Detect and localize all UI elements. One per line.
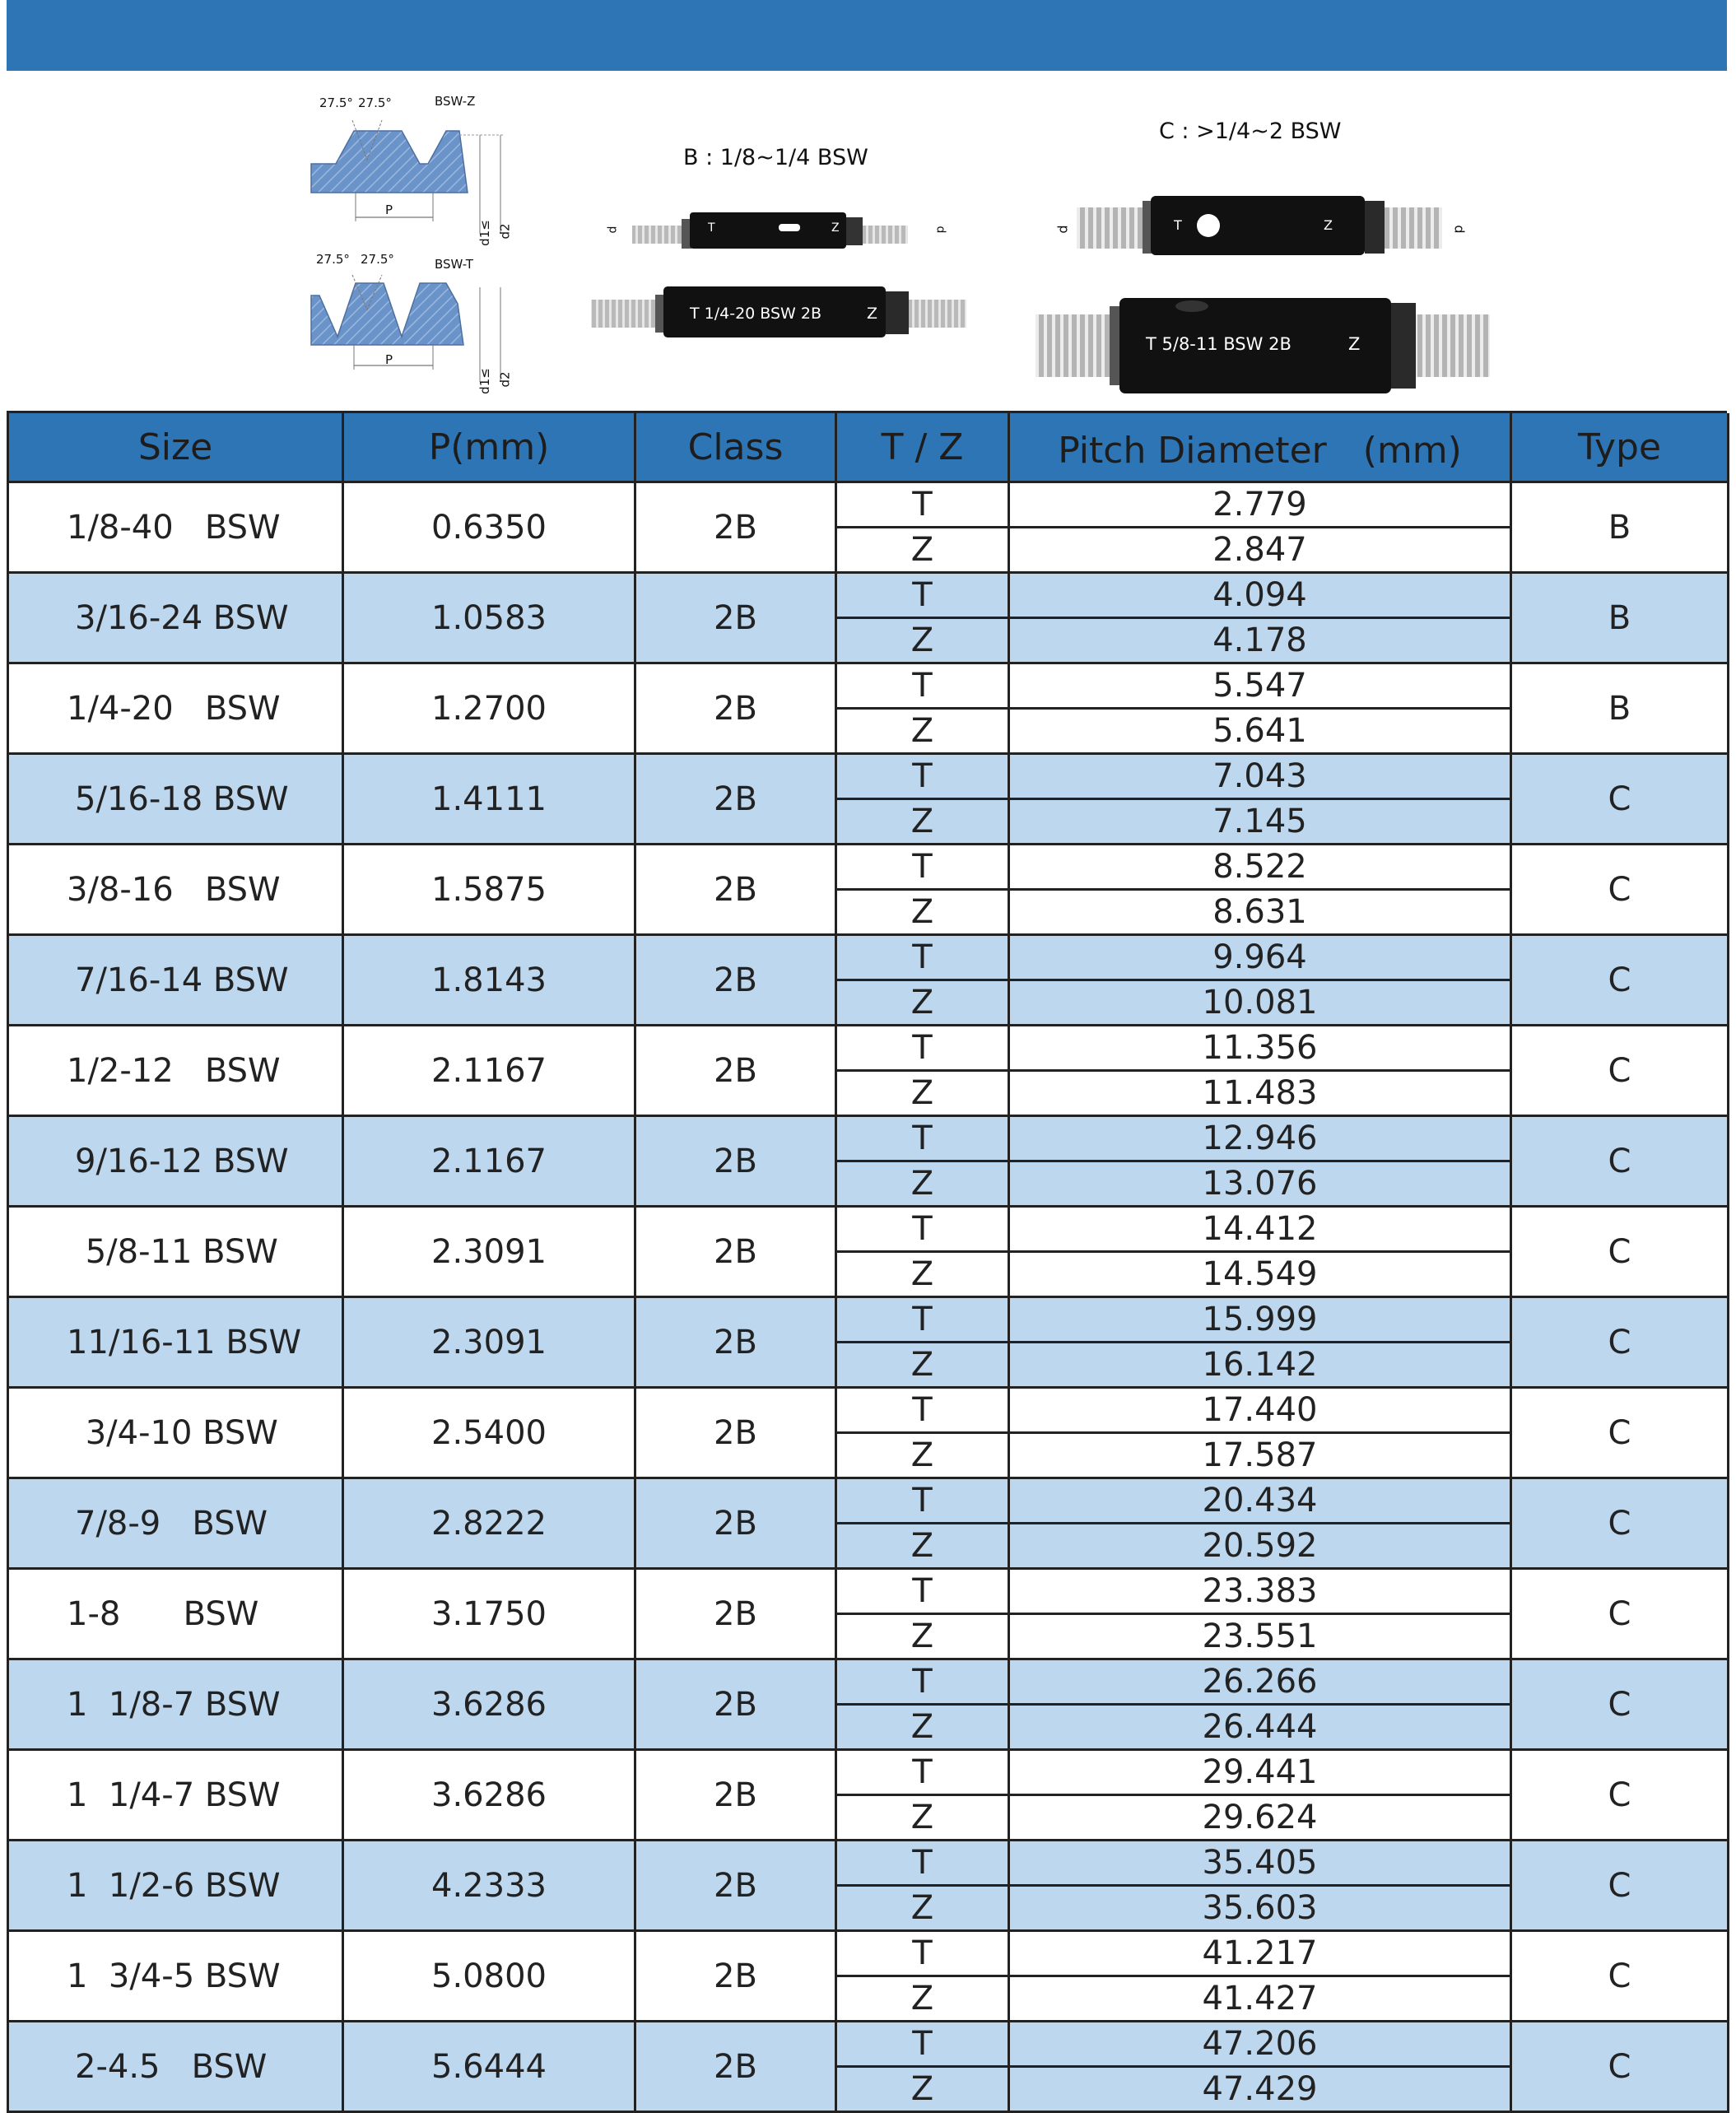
cell-class: 2B	[635, 2022, 836, 2112]
cell-size: 5/8-11 BSW	[8, 1207, 343, 1297]
cell-class: 2B	[635, 573, 836, 663]
angle-right-label: 27.5°	[361, 252, 394, 267]
header-pitch-diameter: Pitch Diameter (mm)	[1009, 413, 1511, 482]
table-row	[8, 754, 1729, 799]
table-row	[8, 2022, 1729, 2067]
cell-t-value: 15.999	[1009, 1297, 1511, 1343]
cell-pitch: 3.6286	[343, 1659, 635, 1750]
cell-size: 1 3/4-5 BSW	[8, 1931, 343, 2022]
cell-type: C	[1511, 1659, 1729, 1750]
cell-t-label: T	[836, 1750, 1009, 1795]
cell-t-value: 5.547	[1009, 663, 1511, 709]
cell-z-label: Z	[836, 709, 1009, 754]
cell-z-value: 26.444	[1009, 1705, 1511, 1750]
cell-size: 1-8 BSW	[8, 1569, 343, 1659]
cell-z-label: Z	[836, 1705, 1009, 1750]
thread-profile-z-drawing	[303, 102, 517, 234]
cell-size: 1/8-40 BSW	[8, 482, 343, 573]
table-row	[8, 1841, 1729, 1886]
cell-pitch: 2.5400	[343, 1388, 635, 1478]
cell-z-label: Z	[836, 980, 1009, 1026]
cell-t-label: T	[836, 573, 1009, 618]
cell-t-label: T	[836, 935, 1009, 980]
cell-t-value: 7.043	[1009, 754, 1511, 799]
cell-type: B	[1511, 573, 1729, 663]
gauge-c-small-z: Z	[1324, 217, 1333, 233]
cell-t-value: 8.522	[1009, 845, 1511, 890]
cell-t-value: 11.356	[1009, 1026, 1511, 1071]
cell-size: 1 1/2-6 BSW	[8, 1841, 343, 1931]
cell-z-value: 17.587	[1009, 1433, 1511, 1478]
cell-z-value: 2.847	[1009, 528, 1511, 573]
cell-pitch: 5.0800	[343, 1931, 635, 2022]
table-row	[8, 663, 1729, 709]
cell-z-label: Z	[836, 1252, 1009, 1297]
gauge-c-figure	[1027, 119, 1505, 398]
cell-z-label: Z	[836, 1886, 1009, 1931]
cell-class: 2B	[635, 1116, 836, 1207]
cell-t-value: 9.964	[1009, 935, 1511, 980]
cell-class: 2B	[635, 1750, 836, 1841]
cell-type: B	[1511, 482, 1729, 573]
cell-t-value: 14.412	[1009, 1207, 1511, 1252]
cell-size: 2-4.5 BSW	[8, 2022, 343, 2112]
cell-size: 3/16-24 BSW	[8, 573, 343, 663]
cell-t-value: 35.405	[1009, 1841, 1511, 1886]
d1-label: d1≤	[477, 368, 492, 394]
cell-t-label: T	[836, 1931, 1009, 1976]
cell-class: 2B	[635, 663, 836, 754]
cell-t-value: 23.383	[1009, 1569, 1511, 1614]
cell-z-value: 4.178	[1009, 618, 1511, 663]
angle-left-label: 27.5°	[316, 252, 350, 267]
cell-z-label: Z	[836, 528, 1009, 573]
cell-size: 1/2-12 BSW	[8, 1026, 343, 1116]
cell-z-label: Z	[836, 1976, 1009, 2022]
cell-class: 2B	[635, 482, 836, 573]
d2-label: d2	[497, 223, 513, 240]
table-row	[8, 1750, 1729, 1795]
thread-gauge-table	[7, 413, 1729, 2113]
cell-type: C	[1511, 1297, 1729, 1388]
profile-t-figure	[303, 252, 517, 415]
cell-class: 2B	[635, 1207, 836, 1297]
header-size: Size	[8, 413, 343, 482]
cell-t-value: 41.217	[1009, 1931, 1511, 1976]
gauge-b-large-text: T 1/4-20 BSW 2B	[690, 305, 822, 323]
table-row	[8, 1659, 1729, 1705]
cell-z-label: Z	[836, 1614, 1009, 1659]
table-row	[8, 1569, 1729, 1614]
pitch-label: P	[385, 352, 393, 367]
cell-z-label: Z	[836, 890, 1009, 935]
cell-class: 2B	[635, 1478, 836, 1569]
table-row	[8, 573, 1729, 618]
cell-class: 2B	[635, 1388, 836, 1478]
cell-z-label: Z	[836, 1071, 1009, 1116]
cell-type: C	[1511, 2022, 1729, 2112]
cell-t-value: 47.206	[1009, 2022, 1511, 2067]
cell-class: 2B	[635, 845, 836, 935]
cell-type: C	[1511, 1026, 1729, 1116]
cell-z-value: 13.076	[1009, 1161, 1511, 1207]
cell-z-value: 11.483	[1009, 1071, 1511, 1116]
cell-pitch: 2.8222	[343, 1478, 635, 1569]
d2-label: d2	[497, 371, 513, 388]
cell-type: B	[1511, 663, 1729, 754]
table-row	[8, 482, 1729, 528]
header-class: Class	[635, 413, 836, 482]
gauge-b-large-z: Z	[867, 305, 878, 323]
table-row	[8, 1116, 1729, 1161]
cell-t-label: T	[836, 1841, 1009, 1886]
cell-z-label: Z	[836, 1524, 1009, 1569]
profile-t-label: BSW-T	[435, 257, 473, 272]
cell-t-value: 4.094	[1009, 573, 1511, 618]
cell-size: 9/16-12 BSW	[8, 1116, 343, 1207]
cell-size: 3/8-16 BSW	[8, 845, 343, 935]
cell-pitch: 1.0583	[343, 573, 635, 663]
table-row	[8, 935, 1729, 980]
table-row	[8, 1478, 1729, 1524]
gauge-b-small-t: T	[708, 221, 715, 235]
header-pitch: P(mm)	[343, 413, 635, 482]
cell-t-label: T	[836, 2022, 1009, 2067]
cell-pitch: 2.1167	[343, 1116, 635, 1207]
cell-type: C	[1511, 1841, 1729, 1931]
cell-t-label: T	[836, 1297, 1009, 1343]
cell-z-label: Z	[836, 1795, 1009, 1841]
gauge-b-small-z: Z	[831, 221, 840, 235]
cell-pitch: 3.6286	[343, 1750, 635, 1841]
cell-z-value: 10.081	[1009, 980, 1511, 1026]
cell-size: 7/16-14 BSW	[8, 935, 343, 1026]
cell-class: 2B	[635, 1841, 836, 1931]
cell-t-label: T	[836, 1478, 1009, 1524]
cell-t-value: 17.440	[1009, 1388, 1511, 1433]
gauge-b-figure	[583, 145, 978, 392]
cell-t-label: T	[836, 482, 1009, 528]
cell-class: 2B	[635, 935, 836, 1026]
cell-t-label: T	[836, 1116, 1009, 1161]
cell-type: C	[1511, 1931, 1729, 2022]
table-header-row	[8, 413, 1729, 482]
gauge-b-d-left: d	[606, 226, 620, 234]
profile-z-figure	[303, 94, 517, 267]
cell-t-label: T	[836, 1569, 1009, 1614]
header-type: Type	[1511, 413, 1729, 482]
cell-pitch: 1.5875	[343, 845, 635, 935]
cell-z-value: 47.429	[1009, 2067, 1511, 2112]
cell-z-label: Z	[836, 1433, 1009, 1478]
cell-t-label: T	[836, 1388, 1009, 1433]
pitch-label: P	[385, 202, 393, 217]
cell-t-value: 29.441	[1009, 1750, 1511, 1795]
cell-size: 3/4-10 BSW	[8, 1388, 343, 1478]
cell-size: 5/16-18 BSW	[8, 754, 343, 845]
cell-type: C	[1511, 1750, 1729, 1841]
cell-z-value: 35.603	[1009, 1886, 1511, 1931]
cell-pitch: 2.3091	[343, 1207, 635, 1297]
profile-z-label: BSW-Z	[435, 94, 476, 109]
cell-pitch: 4.2333	[343, 1841, 635, 1931]
cell-class: 2B	[635, 1659, 836, 1750]
cell-type: C	[1511, 754, 1729, 845]
table-row	[8, 1297, 1729, 1343]
top-banner	[7, 0, 1727, 71]
d1-label: d1≤	[477, 220, 492, 246]
cell-pitch: 1.8143	[343, 935, 635, 1026]
cell-type: C	[1511, 1388, 1729, 1478]
gauge-c-large-z: Z	[1348, 334, 1361, 354]
cell-size: 1/4-20 BSW	[8, 663, 343, 754]
angle-left-label: 27.5°	[319, 95, 353, 110]
cell-t-value: 12.946	[1009, 1116, 1511, 1161]
cell-z-value: 5.641	[1009, 709, 1511, 754]
cell-z-value: 23.551	[1009, 1614, 1511, 1659]
cell-z-label: Z	[836, 799, 1009, 845]
gauge-c-small-t: T	[1174, 217, 1182, 233]
cell-pitch: 2.1167	[343, 1026, 635, 1116]
cell-z-value: 29.624	[1009, 1795, 1511, 1841]
cell-type: C	[1511, 1569, 1729, 1659]
cell-t-label: T	[836, 754, 1009, 799]
cell-z-label: Z	[836, 1343, 1009, 1388]
table-row	[8, 845, 1729, 890]
cell-t-label: T	[836, 1659, 1009, 1705]
cell-size: 1 1/4-7 BSW	[8, 1750, 343, 1841]
cell-t-label: T	[836, 1207, 1009, 1252]
cell-t-value: 20.434	[1009, 1478, 1511, 1524]
cell-pitch: 1.4111	[343, 754, 635, 845]
cell-z-label: Z	[836, 2067, 1009, 2112]
cell-pitch: 1.2700	[343, 663, 635, 754]
table-row	[8, 1388, 1729, 1433]
cell-class: 2B	[635, 754, 836, 845]
cell-z-value: 7.145	[1009, 799, 1511, 845]
cell-pitch: 3.1750	[343, 1569, 635, 1659]
cell-pitch: 0.6350	[343, 482, 635, 573]
header-tz: T / Z	[836, 413, 1009, 482]
cell-type: C	[1511, 1207, 1729, 1297]
angle-right-label: 27.5°	[358, 95, 392, 110]
cell-pitch: 2.3091	[343, 1297, 635, 1388]
cell-z-value: 14.549	[1009, 1252, 1511, 1297]
table-row	[8, 1026, 1729, 1071]
cell-size: 7/8-9 BSW	[8, 1478, 343, 1569]
cell-type: C	[1511, 845, 1729, 935]
gauge-b-d-right: d	[933, 226, 947, 234]
cell-pitch: 5.6444	[343, 2022, 635, 2112]
cell-t-label: T	[836, 1026, 1009, 1071]
cell-class: 2B	[635, 1026, 836, 1116]
gauge-b-drawing	[583, 178, 978, 375]
cell-z-value: 16.142	[1009, 1343, 1511, 1388]
cell-type: C	[1511, 935, 1729, 1026]
gauge-c-d-right: d	[1451, 225, 1468, 234]
cell-class: 2B	[635, 1569, 836, 1659]
cell-t-label: T	[836, 663, 1009, 709]
cell-t-value: 26.266	[1009, 1659, 1511, 1705]
figure-panel	[7, 71, 1727, 413]
cell-z-label: Z	[836, 1161, 1009, 1207]
cell-t-value: 2.779	[1009, 482, 1511, 528]
gauge-b-caption: B : 1/8~1/4 BSW	[683, 145, 868, 170]
cell-size: 11/16-11 BSW	[8, 1297, 343, 1388]
gauge-c-large-text: T 5/8-11 BSW 2B	[1146, 334, 1292, 354]
table-row	[8, 1931, 1729, 1976]
cell-z-value: 41.427	[1009, 1976, 1511, 2022]
table-row	[8, 1207, 1729, 1252]
cell-z-value: 20.592	[1009, 1524, 1511, 1569]
cell-class: 2B	[635, 1297, 836, 1388]
gauge-c-caption: C : >1/4~2 BSW	[1159, 119, 1342, 144]
cell-z-label: Z	[836, 618, 1009, 663]
gauge-c-d-left: d	[1054, 225, 1071, 234]
cell-class: 2B	[635, 1931, 836, 2022]
cell-t-label: T	[836, 845, 1009, 890]
gauge-c-drawing	[1027, 151, 1505, 398]
cell-z-value: 8.631	[1009, 890, 1511, 935]
cell-size: 1 1/8-7 BSW	[8, 1659, 343, 1750]
cell-type: C	[1511, 1478, 1729, 1569]
cell-type: C	[1511, 1116, 1729, 1207]
